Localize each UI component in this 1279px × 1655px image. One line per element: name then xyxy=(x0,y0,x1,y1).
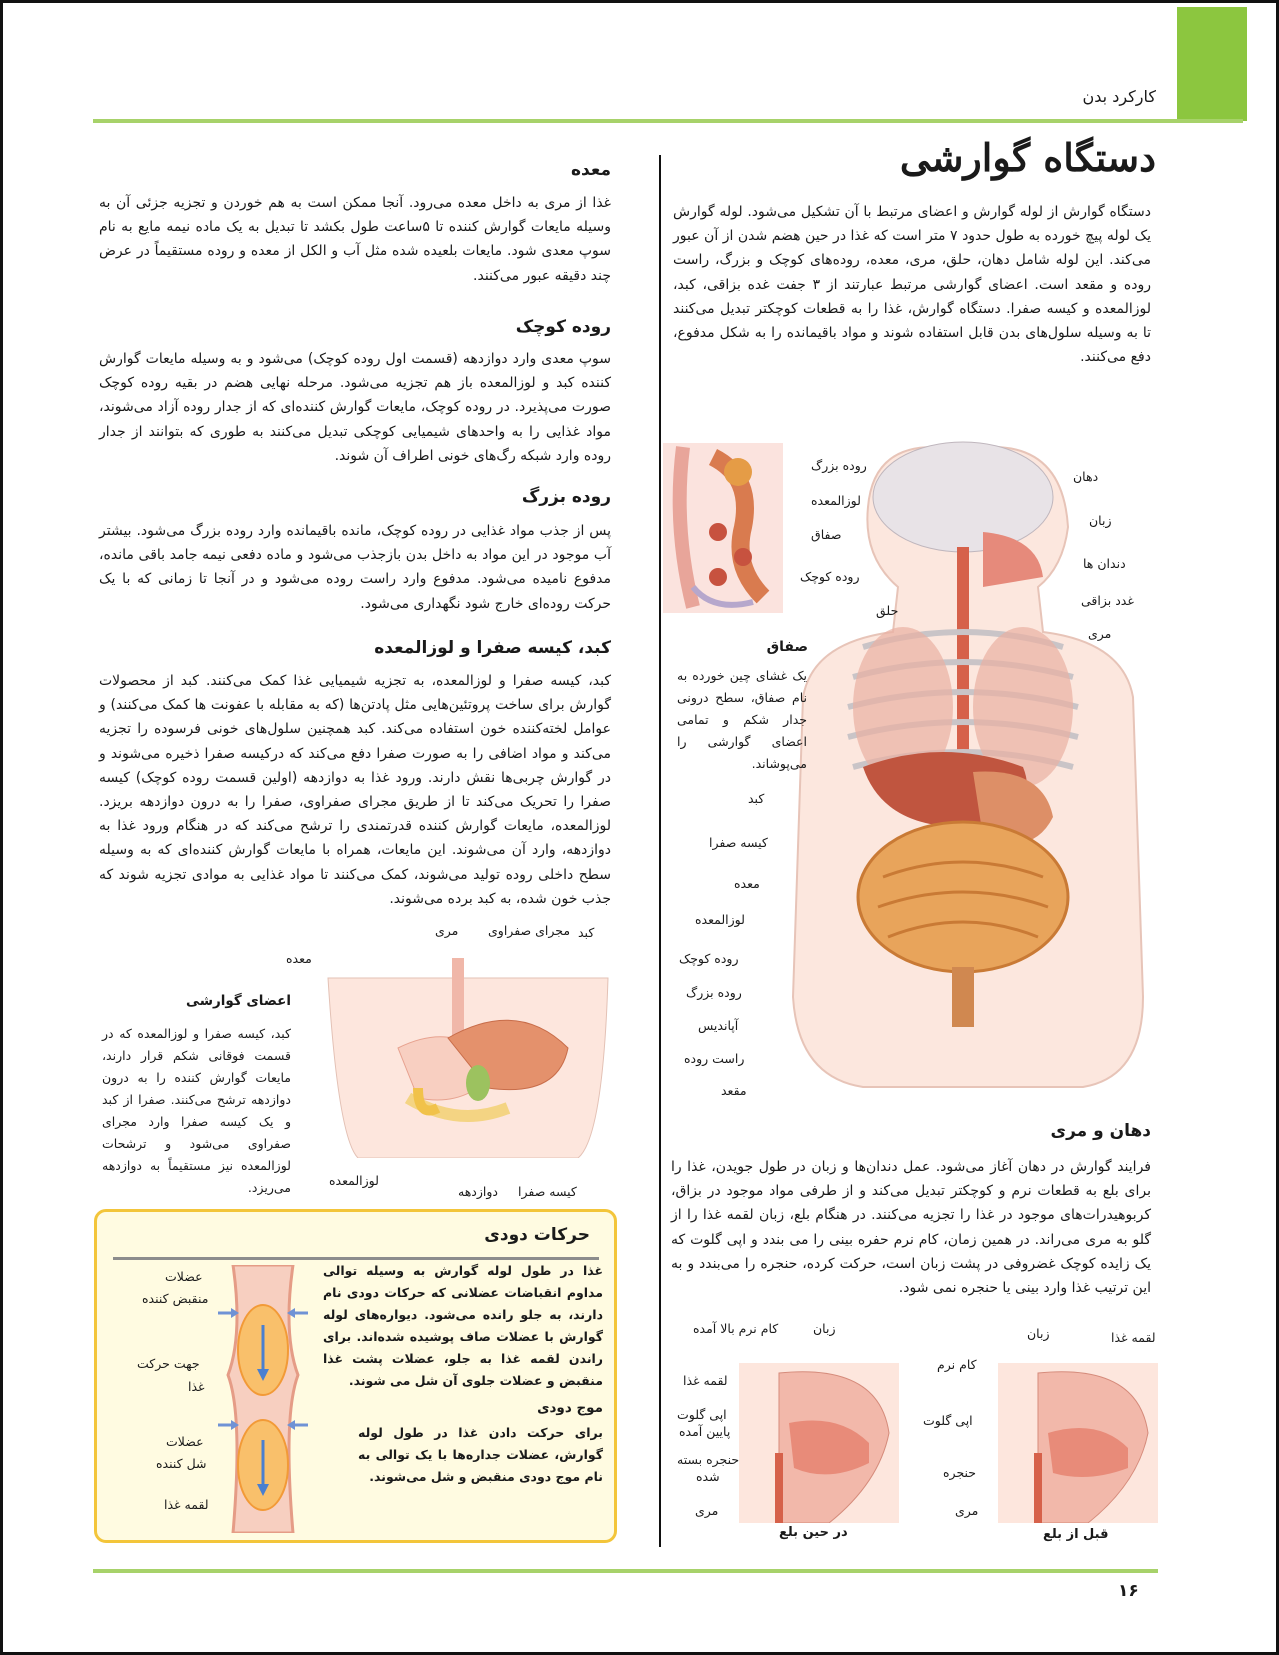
header-rule xyxy=(93,119,1243,123)
liver-text: کبد، کیسه صفرا و لوزالمعده، به تجزیه شیمیایی غذا کمک می‌کنند. کبد از محصولات گوارش برای ساخت پروتئین‌هایی مثل پادتن‌ها (که به مقابله با عفونت ها کمک می‌کنند) و عوامل لخته‌کننده خون استفاده می‌کند. کبد همچنین سلول‌های خونی فرسوده را تجزیه می‌کند و مواد اضافی را به صورت صفرا دفع می‌کند که درکیسه صفرا ذخیره می‌شوند و در گوارش چربی‌ها نقش دارند. ورود غذا به دوازدهه (اولین قسمت روده کوچک) کیسه صفرا را تحریک می‌کند تا از طریق مجرای صفراوی، صفرا را به درون دوازدهه بریزد. لوزالمعده، مایعات گوارش کننده قدرتمندی را ترشح می‌کند که در هنگام ورود غذا به دوازدهه، وارد آن می‌شوند. این مایعات، همراه با مایعات گوارش کننده‌ای که به وسیله سطح داخلی روده تولید می‌شوند، کمک می‌کنند تا مواد غذایی به موادی تجزیه شوند که جذب خون شده، به کبد برده می‌شوند. xyxy=(99,673,611,907)
during-swallow-caption: در حین بلع xyxy=(779,1525,848,1540)
label-salivary-glands: غدد بزاقی xyxy=(1081,593,1134,608)
page-title: دستگاه گوارشی xyxy=(899,135,1156,180)
label-esophagus: مری xyxy=(1088,626,1112,641)
section-label: کارکرد بدن xyxy=(1082,87,1156,106)
inset-label-pancreas: لوزالمعده xyxy=(811,493,861,508)
organs-label-stomach: معده xyxy=(286,951,312,966)
label-bolus: لقمه غذا xyxy=(164,1497,209,1512)
organs-label-liver: کبد xyxy=(578,925,595,940)
before-label-tongue: زبان xyxy=(1027,1326,1050,1341)
large-intestine-heading: روده بزرگ xyxy=(521,487,611,507)
during-label-epiglottis: اپی گلوت xyxy=(677,1407,727,1422)
during-swallow-illustration xyxy=(739,1363,899,1523)
label-mouth: دهان xyxy=(1073,469,1099,484)
label-stomach: معده xyxy=(734,876,760,891)
during-label-closed: شده xyxy=(696,1469,720,1484)
before-swallow-illustration xyxy=(998,1363,1158,1523)
organs-label-bile-duct: مجرای صفراوی xyxy=(488,923,571,938)
organs-label-esophagus: مری xyxy=(435,923,459,938)
during-label-larynx-closed: حنجره بسته xyxy=(677,1452,740,1467)
label-contracting-muscles-1: عضلات xyxy=(165,1269,203,1284)
during-label-bolus: لقمه غذا xyxy=(683,1373,728,1388)
mouth-text: فرایند گوارش در دهان آغاز می‌شود. عمل دندان‌ها و زبان در طول جویدن، غذا را برای بلع به قطعات نرم و کوچکتر تبدیل می‌کند و از طرفی مواد موجود در بزاق، کربوهیدرات‌های موجود در غذا را تجزیه می‌کنند. در هنگام بلع، زبان لقمه غذا را از گلو به مری می‌راند. در همین زمان، کام نرم حفره بینی را می بندد و اپی گلوت که یک زایده کوچک غضروفی در پشت زبان است، حرکت کرده، حنجره را می‌بندد و به این ترتیب غذا وارد بینی یا حنجره نمی شود. xyxy=(671,1159,1151,1297)
digestive-organs-heading: اعضای گوارشی xyxy=(186,993,291,1009)
stomach-heading: معده xyxy=(571,160,611,180)
page-number: ۱۶ xyxy=(1118,1581,1139,1601)
label-pancreas: لوزالمعده xyxy=(695,912,745,927)
small-intestine-heading: روده کوچک xyxy=(515,317,611,337)
liver-heading: کبد، کیسه صفرا و لوزالمعده xyxy=(374,638,611,658)
organs-label-duodenum: دوازدهه xyxy=(458,1184,498,1199)
before-label-larynx: حنجره xyxy=(943,1465,977,1480)
peristalsis-heading: حرکات دودی xyxy=(484,1225,590,1245)
digestive-organs-illustration xyxy=(318,958,618,1158)
peristaltic-wave-heading: موج دودی xyxy=(537,1400,603,1416)
peristaltic-wave-text: برای حرکت دادن غذا در طول لوله گوارش، عضلات جداره‌ها با یک توالی به نام موج دودی منقبض و شل می‌شوند. xyxy=(358,1425,603,1484)
mouth-heading: دهان و مری xyxy=(1050,1121,1151,1141)
organs-label-gallbladder: کیسه صفرا xyxy=(518,1184,577,1199)
label-tongue: زبان xyxy=(1089,513,1112,528)
during-label-lowered: پایین آمده xyxy=(679,1424,731,1439)
label-small-intestine: روده کوچک xyxy=(679,951,739,966)
before-label-bolus: لقمه غذا xyxy=(1111,1330,1156,1345)
label-liver: کبد xyxy=(748,791,765,806)
inset-label-large-intestine: روده بزرگ xyxy=(811,458,867,473)
organs-label-pancreas: لوزالمعده xyxy=(329,1173,379,1188)
label-contracting-muscles-2: منقبض کننده xyxy=(142,1291,209,1306)
during-label-esophagus: مری xyxy=(695,1503,719,1518)
label-rectum: راست روده xyxy=(684,1051,745,1066)
digestive-organs-text: کبد، کیسه صفرا و لوزالمعده که در قسمت فوقانی شکم قرار دارند، مایعات گوارش کننده را به درون دوازدهه ترشح می‌کنند. صفرا از کبد و یک کیسه صفرا وارد مجرای صفراوی می‌شود و ترشحات لوزالمعده نیز مستقیماً به دوازدهه می‌ریزد. xyxy=(102,1026,291,1195)
column-divider xyxy=(659,155,661,1547)
before-swallow-caption: قبل از بلع xyxy=(1043,1527,1109,1542)
intro-paragraph: دستگاه گوارش از لوله گوارش و اعضای مرتبط با آن تشکیل می‌شود. لوله گوارش یک لوله پیچ خورده به طول حدود ۷ متر است که غذا در حین هضم شدن از آن عبور می‌کند. این لوله شامل دهان، حلق، مری، معده، روده‌های کوچک و بزرگ، راست روده و مقعد است. اعضای گوارشی مرتبط عبارتند از ۳ جفت غده بزاقی، کبد، لوزالمعده و کیسه صفرا. دستگاه گوارش، غذا را به قطعات کوچکتر تبدیل می‌کنند تا به وسیله سلول‌های بدن قابل استفاده شوند و مواد باقیمانده را به شکل مدفوع، دفع می‌کنند. xyxy=(673,204,1152,366)
inset-label-peritoneum: صفاق xyxy=(811,527,842,542)
label-pharynx: حلق xyxy=(876,603,899,618)
label-direction-2: غذا xyxy=(188,1379,205,1394)
section-tab xyxy=(1177,7,1247,121)
label-teeth: دندان ها xyxy=(1083,556,1126,571)
label-relaxing-muscles-1: عضلات xyxy=(166,1434,204,1449)
before-label-esophagus: مری xyxy=(955,1503,979,1518)
inset-label-small-intestine: روده کوچک xyxy=(800,569,860,584)
during-label-soft-palate: کام نرم بالا آمده xyxy=(693,1321,779,1336)
before-label-epiglottis: اپی گلوت xyxy=(923,1413,973,1428)
label-gallbladder: کیسه صفرا xyxy=(709,835,768,850)
label-anus: مقعد xyxy=(721,1083,747,1098)
during-label-tongue: زبان xyxy=(813,1321,836,1336)
peristalsis-illustration xyxy=(213,1265,313,1533)
footer-rule xyxy=(93,1569,1158,1573)
label-direction-1: جهت حرکت xyxy=(137,1356,200,1371)
label-relaxing-muscles-2: شل کننده xyxy=(156,1456,207,1471)
peristalsis-text: غذا در طول لوله گوارش به وسیله توالی مداوم انقباضات عضلانی که حرکات دودی نام دارند، به جلو رانده می‌شود. دیواره‌های لوله گوارش با عضلات صاف پوشیده شده‌اند. برای راندن لقمه غذا به جلو، عضلات پشت غذا منقبض و عضلات جلوی آن شل می شوند. xyxy=(323,1263,603,1388)
stomach-text: غذا از مری به داخل معده می‌رود. آنجا ممکن است به هم خوردن و تجزیه جزئی آن به وسیله مایعات گوارش کننده تا ۵ساعت طول بکشد تا تبدیل به یک ماده نیمه مایع به نام سوپ معدی شود. مایعات بلعیده شده مثل آب و الکل از معده و روده مستقیماً در عرض چند دقیقه عبور می‌کنند. xyxy=(99,195,611,284)
small-intestine-text: سوپ معدی وارد دوازدهه (قسمت اول روده کوچک) می‌شود و به وسیله مایعات گوارش کننده کبد و لوزالمعده باز هم تجزیه می‌شود. مرحله نهایی هضم در بقیه روده کوچک صورت می‌پذیرد. در روده کوچک، مایعات گوارش کننده‌ای که از جدار روده آزاد می‌شوند، مواد غذایی را به واحدهای شیمیایی کوچکی تبدیل می‌کنند به طوری که بتوانند از جدار روده وارد شبکه رگ‌های خونی اطراف آن شوند. xyxy=(99,351,611,464)
peritoneum-heading: صفاق xyxy=(766,639,808,655)
label-large-intestine: روده بزرگ xyxy=(686,985,742,1000)
label-appendix: آپاندیس xyxy=(698,1018,739,1033)
before-label-soft-palate: کام نرم xyxy=(937,1357,977,1372)
peritoneum-text: یک غشای چین خورده به نام صفاق، سطح درونی جدار شکم و تمامی اعضای گوارشی را می‌پوشاند. xyxy=(677,668,807,771)
large-intestine-text: پس از جذب مواد غذایی در روده کوچک، مانده باقیمانده وارد روده بزرگ می‌شود. بیشتر آب موجود در این مواد به داخل بدن بازجذب می‌شود و ماده دفعی نیمه جامد باقی مانده، مدفوع نامیده می‌شود. مدفوع وارد راست روده می‌شود و در آنجا تا زمانی که با یک حرکت روده‌ای خارج شود نگهداری می‌شود. xyxy=(99,523,611,612)
